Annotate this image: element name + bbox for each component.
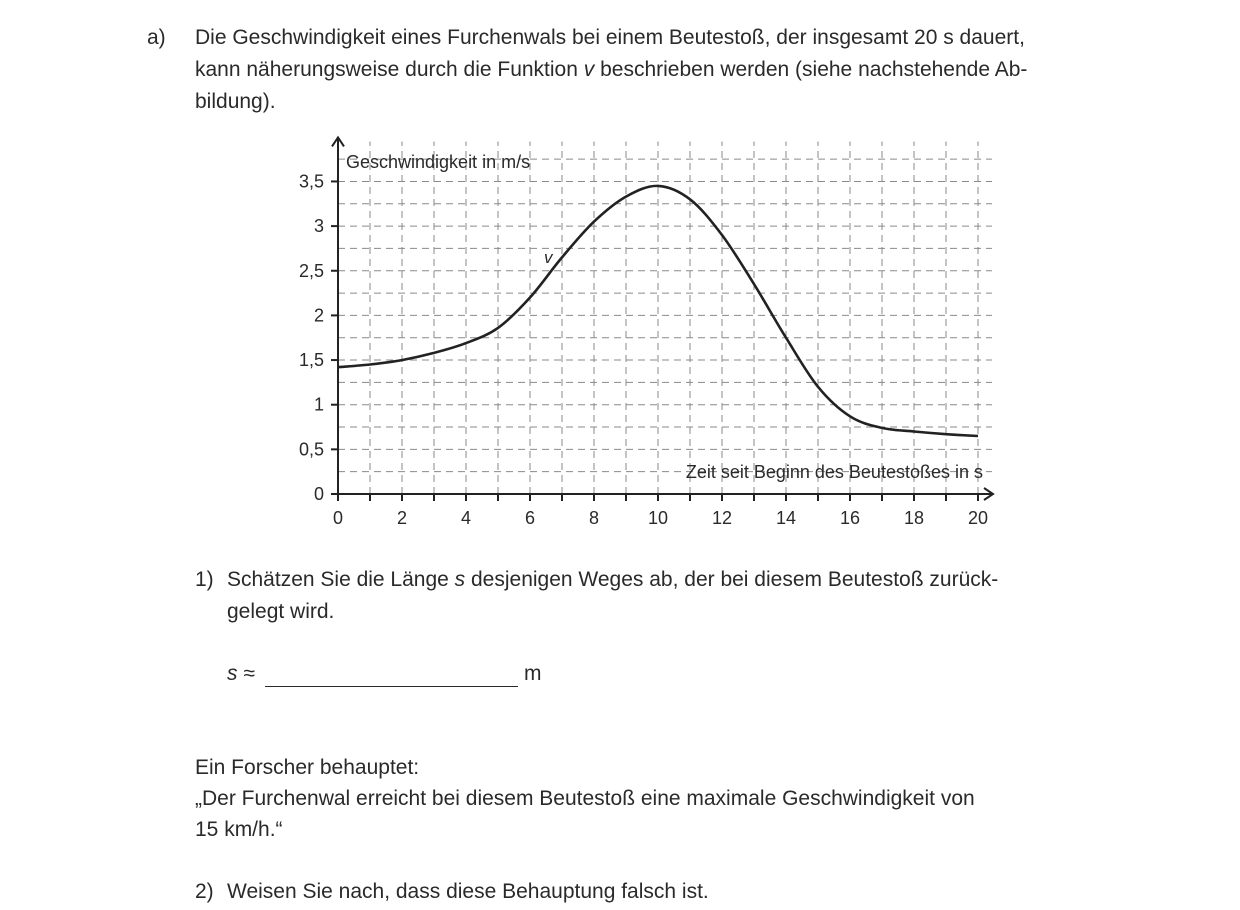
x-tick-label: 14 [775,508,797,528]
task1-number: 1) [195,568,214,591]
answer-input-line[interactable] [265,686,518,687]
x-tick-label: 0 [332,508,344,528]
x-tick-label: 2 [396,508,408,528]
x-axis-label: Zeit seit Beginn des Beutestoßes in s [685,462,983,482]
intro-line-2: kann näherungsweise durch die Funktion v beschrieben werden (siehe nachstehende Ab- [195,58,1028,81]
series-label-v: v [544,248,553,267]
x-tick-label: 4 [460,508,472,528]
y-tick-label: 1,5 [298,350,324,371]
answer-prefix: s ≈ [227,662,255,685]
y-tick-label: 2 [313,305,324,326]
chart-axes [332,137,993,500]
claim-line-3: 15 km/h.“ [195,818,283,841]
x-tick-label: 16 [839,508,861,528]
x-tick-label: 6 [524,508,536,528]
part-label: a) [147,26,166,49]
y-tick-label: 0 [313,484,324,504]
chart-grid [338,141,992,494]
x-tick-label: 20 [967,508,989,528]
function-symbol: v [583,58,595,81]
y-tick-label: 2,5 [298,260,324,281]
answer-unit: m [524,662,542,685]
y-tick-label: 1 [313,394,324,415]
x-tick-label: 10 [647,508,669,528]
y-tick-label: 3 [313,216,324,237]
y-axis-label: Geschwindigkeit in m/s [346,152,531,172]
intro-line-1: Die Geschwindigkeit eines Furchenwals bei einem Beutestoß, der insgesamt 20 s dauert, [195,26,1025,49]
task1-line-1: Schätzen Sie die Länge s desjenigen Weges ab, der bei diesem Beutestoß zurück- [227,568,999,591]
claim-line-2: „Der Furchenwal erreicht bei diesem Beutestoß eine maximale Geschwindigkeit von [195,787,975,810]
task1-line-2: gelegt wird. [227,600,335,623]
task2-number: 2) [195,880,214,903]
x-tick-label: 18 [903,508,925,528]
claim-line-1: Ein Forscher behauptet: [195,756,420,779]
x-tick-label: 12 [711,508,733,528]
y-tick-label: 3,5 [298,171,324,192]
intro-line-3: bildung). [195,90,276,113]
chart-ticks [331,181,978,501]
task2-text: Weisen Sie nach, dass diese Behauptung falsch ist. [227,880,709,903]
x-tick-label: 8 [588,508,600,528]
y-tick-label: 0,5 [298,439,324,460]
